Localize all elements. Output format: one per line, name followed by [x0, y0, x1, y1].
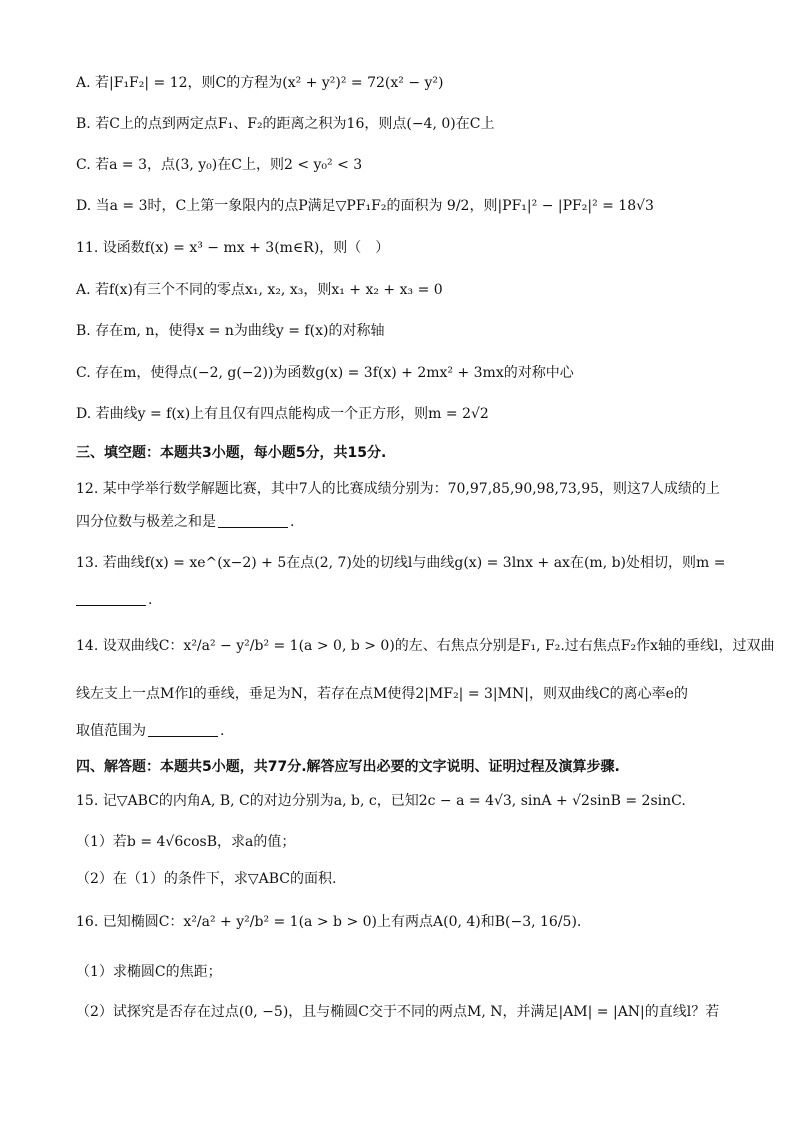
option-10d: D. 当a = 3时，C上第一象限内的点P满足▽PF₁F₂的面积为 9/2，则|PF₁|² − |PF₂|² = 18√3	[76, 198, 654, 214]
option-11d: D. 若曲线y = f(x)上有且仅有四点能构成一个正方形，则m = 2√2	[76, 406, 489, 422]
option-11a: A. 若f(x)有三个不同的零点x₁, x₂, x₃，则x₁ + x₂ + x₃ = 0	[76, 282, 443, 298]
question-14-cont: 线左支上一点M作l的垂线，垂足为N，若存在点M使得2|MF₂| = 3|MN|，则双曲线C的离心率e的	[76, 686, 688, 702]
question-11: 11. 设函数f(x) = x³ − mx + 3(m∈R)，则（ ）	[76, 240, 390, 256]
answer-blank	[148, 722, 218, 737]
option-10a: A. 若|F₁F₂| = 12，则C的方程为(x² + y²)² = 72(x² − y²)	[76, 75, 444, 91]
question-14: 14. 设双曲线C：x²/a² − y²/b² = 1(a > 0, b > 0)的左、右焦点分别是F₁, F₂.过右焦点F₂作x轴的垂线l，过双曲	[76, 638, 775, 654]
option-10c: C. 若a = 3，点(3, y₀)在C上，则2 < y₀² < 3	[76, 157, 363, 173]
question-12-cont: 四分位数与极差之和是 .	[76, 514, 295, 530]
question-15: 15. 记▽ABC的内角A, B, C的对边分别为a, b, c，已知2c − a = 4√3, sinA + √2sinB = 2sinC.	[76, 793, 686, 809]
answer-blank	[76, 591, 146, 606]
question-12: 12. 某中学举行数学解题比赛，其中7人的比赛成绩分别为：70,97,85,90,98,73,95，则这7人成绩的上	[76, 481, 720, 497]
question-15-part2: （2）在（1）的条件下，求▽ABC的面积.	[76, 871, 337, 887]
question-16-part1: （1）求椭圆C的焦距；	[76, 964, 222, 980]
answer-blank	[218, 513, 288, 528]
option-10b: B. 若C上的点到两定点F₁、F₂的距离之积为16，则点(−4, 0)在C上	[76, 116, 495, 132]
question-16-part2: （2）试探究是否存在过点(0, −5)，且与椭圆C交于不同的两点M, N，并满足|AM| = |AN|的直线l？若	[76, 1004, 720, 1020]
question-13: 13. 若曲线f(x) = xe^(x−2) + 5在点(2, 7)处的切线l与曲线g(x) = 3lnx + ax在(m, b)处相切，则m =	[76, 555, 726, 571]
section-heading-fill-in: 三、填空题：本题共3小题，每小题5分，共15分.	[76, 445, 387, 461]
question-13-cont: .	[76, 590, 736, 610]
option-11c: C. 存在m，使得点(−2, g(−2))为函数g(x) = 3f(x) + 2mx² + 3mx的对称中心	[76, 365, 574, 381]
section-heading-solutions: 四、解答题：本题共5小题，共77分.解答应写出必要的文字说明、证明过程及演算步骤.	[76, 759, 620, 775]
option-11b: B. 存在m, n，使得x = n为曲线y = f(x)的对称轴	[76, 323, 385, 339]
question-16: 16. 已知椭圆C：x²/a² + y²/b² = 1(a > b > 0)上有两点A(0, 4)和B(−3, 16/5).	[76, 914, 582, 930]
question-15-part1: （1）若b = 4√6cosB，求a的值；	[76, 834, 296, 850]
question-14-cont2: 取值范围为 .	[76, 723, 225, 739]
